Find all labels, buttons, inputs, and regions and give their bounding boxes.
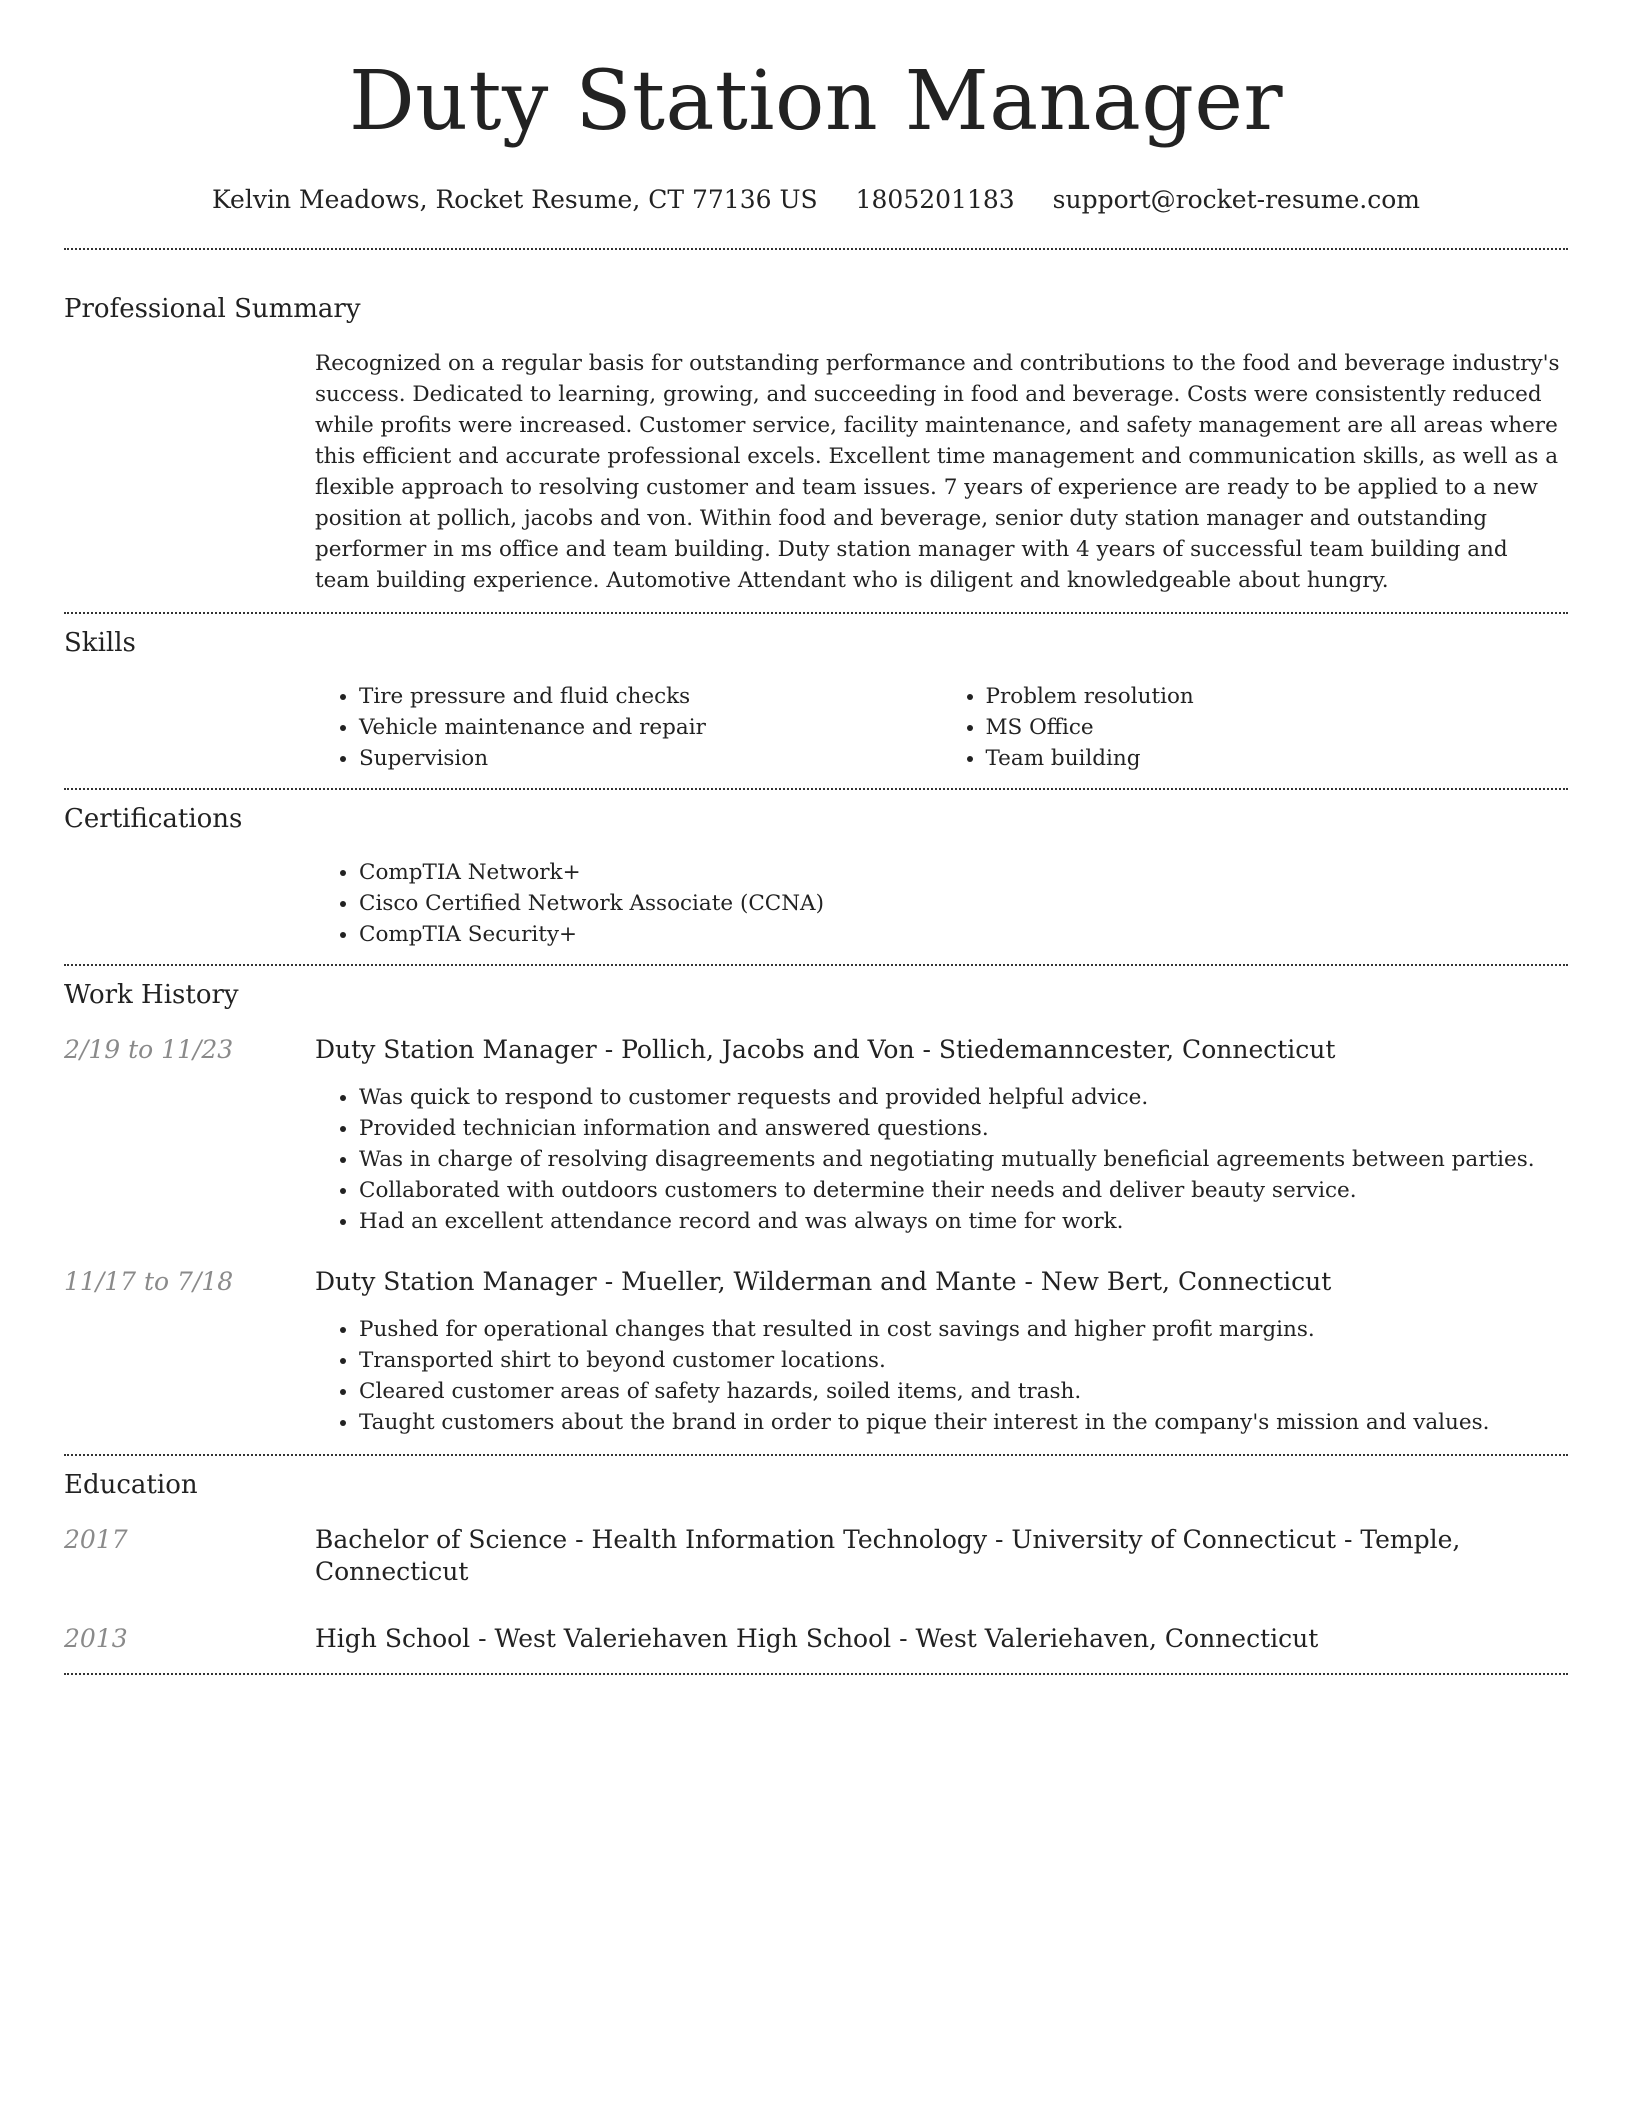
job-bullets <box>315 1082 1568 1237</box>
job-bullet: • Taught customers about the brand in order to pique their interest in the company's mission and values. <box>359 1407 1568 1438</box>
skill-item: • Vehicle maintenance and repair <box>359 712 942 743</box>
skills-right-column <box>942 681 1569 774</box>
skill-item: • Problem resolution <box>986 681 1569 712</box>
skill-item: • MS Office <box>986 712 1569 743</box>
section-title: Skills <box>64 628 136 658</box>
section-title: Work History <box>64 980 239 1010</box>
job-bullet: • Collaborated with outdoors customers to determine their needs and deliver beauty service. <box>359 1175 1568 1206</box>
certification-item: • CompTIA Network+ <box>359 857 1568 888</box>
skill-item: • Supervision <box>359 743 942 774</box>
contact-phone: 1805201183 <box>855 185 1015 214</box>
job-bullet: • Provided technician information and answered questions. <box>359 1113 1568 1144</box>
divider <box>64 1673 1568 1675</box>
job-bullet: • Had an excellent attendance record and was always on time for work. <box>359 1206 1568 1237</box>
separator: - <box>987 1525 1012 1554</box>
separator: - <box>914 1035 939 1064</box>
job-title-line <box>315 1034 1335 1066</box>
education-year: 2013 <box>64 1624 128 1653</box>
contact-line <box>64 184 1568 216</box>
job-company: Mueller, Wilderman and Mante <box>621 1267 1017 1296</box>
summary-text: Recognized on a regular basis for outstanding performance and contributions to the food and beverage industry's success. Dedicated to learning, growing, and succeeding in food and beverage. Costs were consistently reduced while profits were increased. Customer service, facility maintenance, and safety management are all areas where this efficient and accurate professional excels. Excellent time management and communication skills, as well as a flexible approach to resolving customer and team issues. 7 years of experience are ready to be applied to a new position at pollich, jacobs and von. Within food and beverage, senior duty station manager and outstanding performer in ms office and team building. Duty station manager with 4 years of successful team building and team building experience. Automotive Attendant who is diligent and knowledgeable about hungry. <box>315 351 1560 593</box>
education-title-line <box>315 1623 1318 1655</box>
separator: - <box>891 1624 916 1653</box>
education-title-line <box>315 1524 1568 1588</box>
job-bullet: • Was quick to respond to customer requests and provided helpful advice. <box>359 1082 1568 1113</box>
education-degree: Bachelor of Science <box>315 1525 568 1554</box>
job-dates: 11/17 to 7/18 <box>64 1267 234 1296</box>
job-title: Duty Station Manager <box>315 1035 597 1064</box>
certification-item: • CompTIA Security+ <box>359 919 1568 950</box>
job-title-line <box>315 1266 1331 1298</box>
job-header <box>64 1034 1568 1066</box>
job-bullet: • Cleared customer areas of safety hazards, soiled items, and trash. <box>359 1376 1568 1407</box>
education-location: Temple, Connecticut <box>315 1525 1461 1586</box>
section-title: Professional Summary <box>64 294 361 324</box>
skill-item: • Tire pressure and fluid checks <box>359 681 942 712</box>
job-title: Duty Station Manager <box>315 1267 597 1296</box>
job-location: New Bert, Connecticut <box>1040 1267 1332 1296</box>
education-year: 2017 <box>64 1525 128 1554</box>
separator: - <box>470 1624 495 1653</box>
summary-section <box>64 250 1568 612</box>
section-title: Education <box>64 1470 198 1500</box>
certifications-list <box>315 857 1568 950</box>
skills-section <box>64 614 1568 788</box>
work-history-section <box>64 966 1568 1454</box>
separator: - <box>596 1267 622 1296</box>
skills-left-column <box>315 681 942 774</box>
job-company: Pollich, Jacobs and Von <box>621 1035 915 1064</box>
education-school: University of Connecticut <box>1011 1525 1337 1554</box>
education-location: West Valeriehaven, Connecticut <box>915 1624 1319 1653</box>
education-entry <box>64 1524 1568 1588</box>
separator: - <box>1336 1525 1361 1554</box>
job-dates: 2/19 to 11/23 <box>64 1035 234 1064</box>
job-entry <box>64 1034 1568 1237</box>
skills-list <box>315 681 1568 774</box>
job-bullets <box>315 1314 1568 1438</box>
separator: - <box>1016 1267 1041 1296</box>
job-location: Stiedemanncester, Connecticut <box>938 1035 1336 1064</box>
education-section <box>64 1456 1568 1673</box>
job-bullet: • Transported shirt to beyond customer locations. <box>359 1345 1568 1376</box>
certifications-section <box>64 790 1568 964</box>
education-entry <box>64 1623 1568 1655</box>
separator: - <box>567 1525 592 1554</box>
skill-item: • Team building <box>986 743 1569 774</box>
contact-email: support@rocket-resume.com <box>1052 185 1420 214</box>
education-degree: High School <box>315 1624 471 1653</box>
contact-address: Kelvin Meadows, Rocket Resume, CT 77136 US <box>212 185 818 214</box>
education-school: West Valeriehaven High School <box>494 1624 892 1653</box>
job-header <box>64 1266 1568 1298</box>
resume-header <box>64 0 1568 216</box>
section-title: Certifications <box>64 804 243 834</box>
certification-item: • Cisco Certified Network Associate (CCNA) <box>359 888 1568 919</box>
job-entry <box>64 1266 1568 1438</box>
separator: - <box>596 1035 622 1064</box>
job-bullet: • Pushed for operational changes that resulted in cost savings and higher profit margins. <box>359 1314 1568 1345</box>
resume-name: Duty Station Manager <box>348 54 1284 149</box>
education-field: Health Information Technology <box>591 1525 988 1554</box>
job-bullet: • Was in charge of resolving disagreements and negotiating mutually beneficial agreements between parties. <box>359 1144 1568 1175</box>
